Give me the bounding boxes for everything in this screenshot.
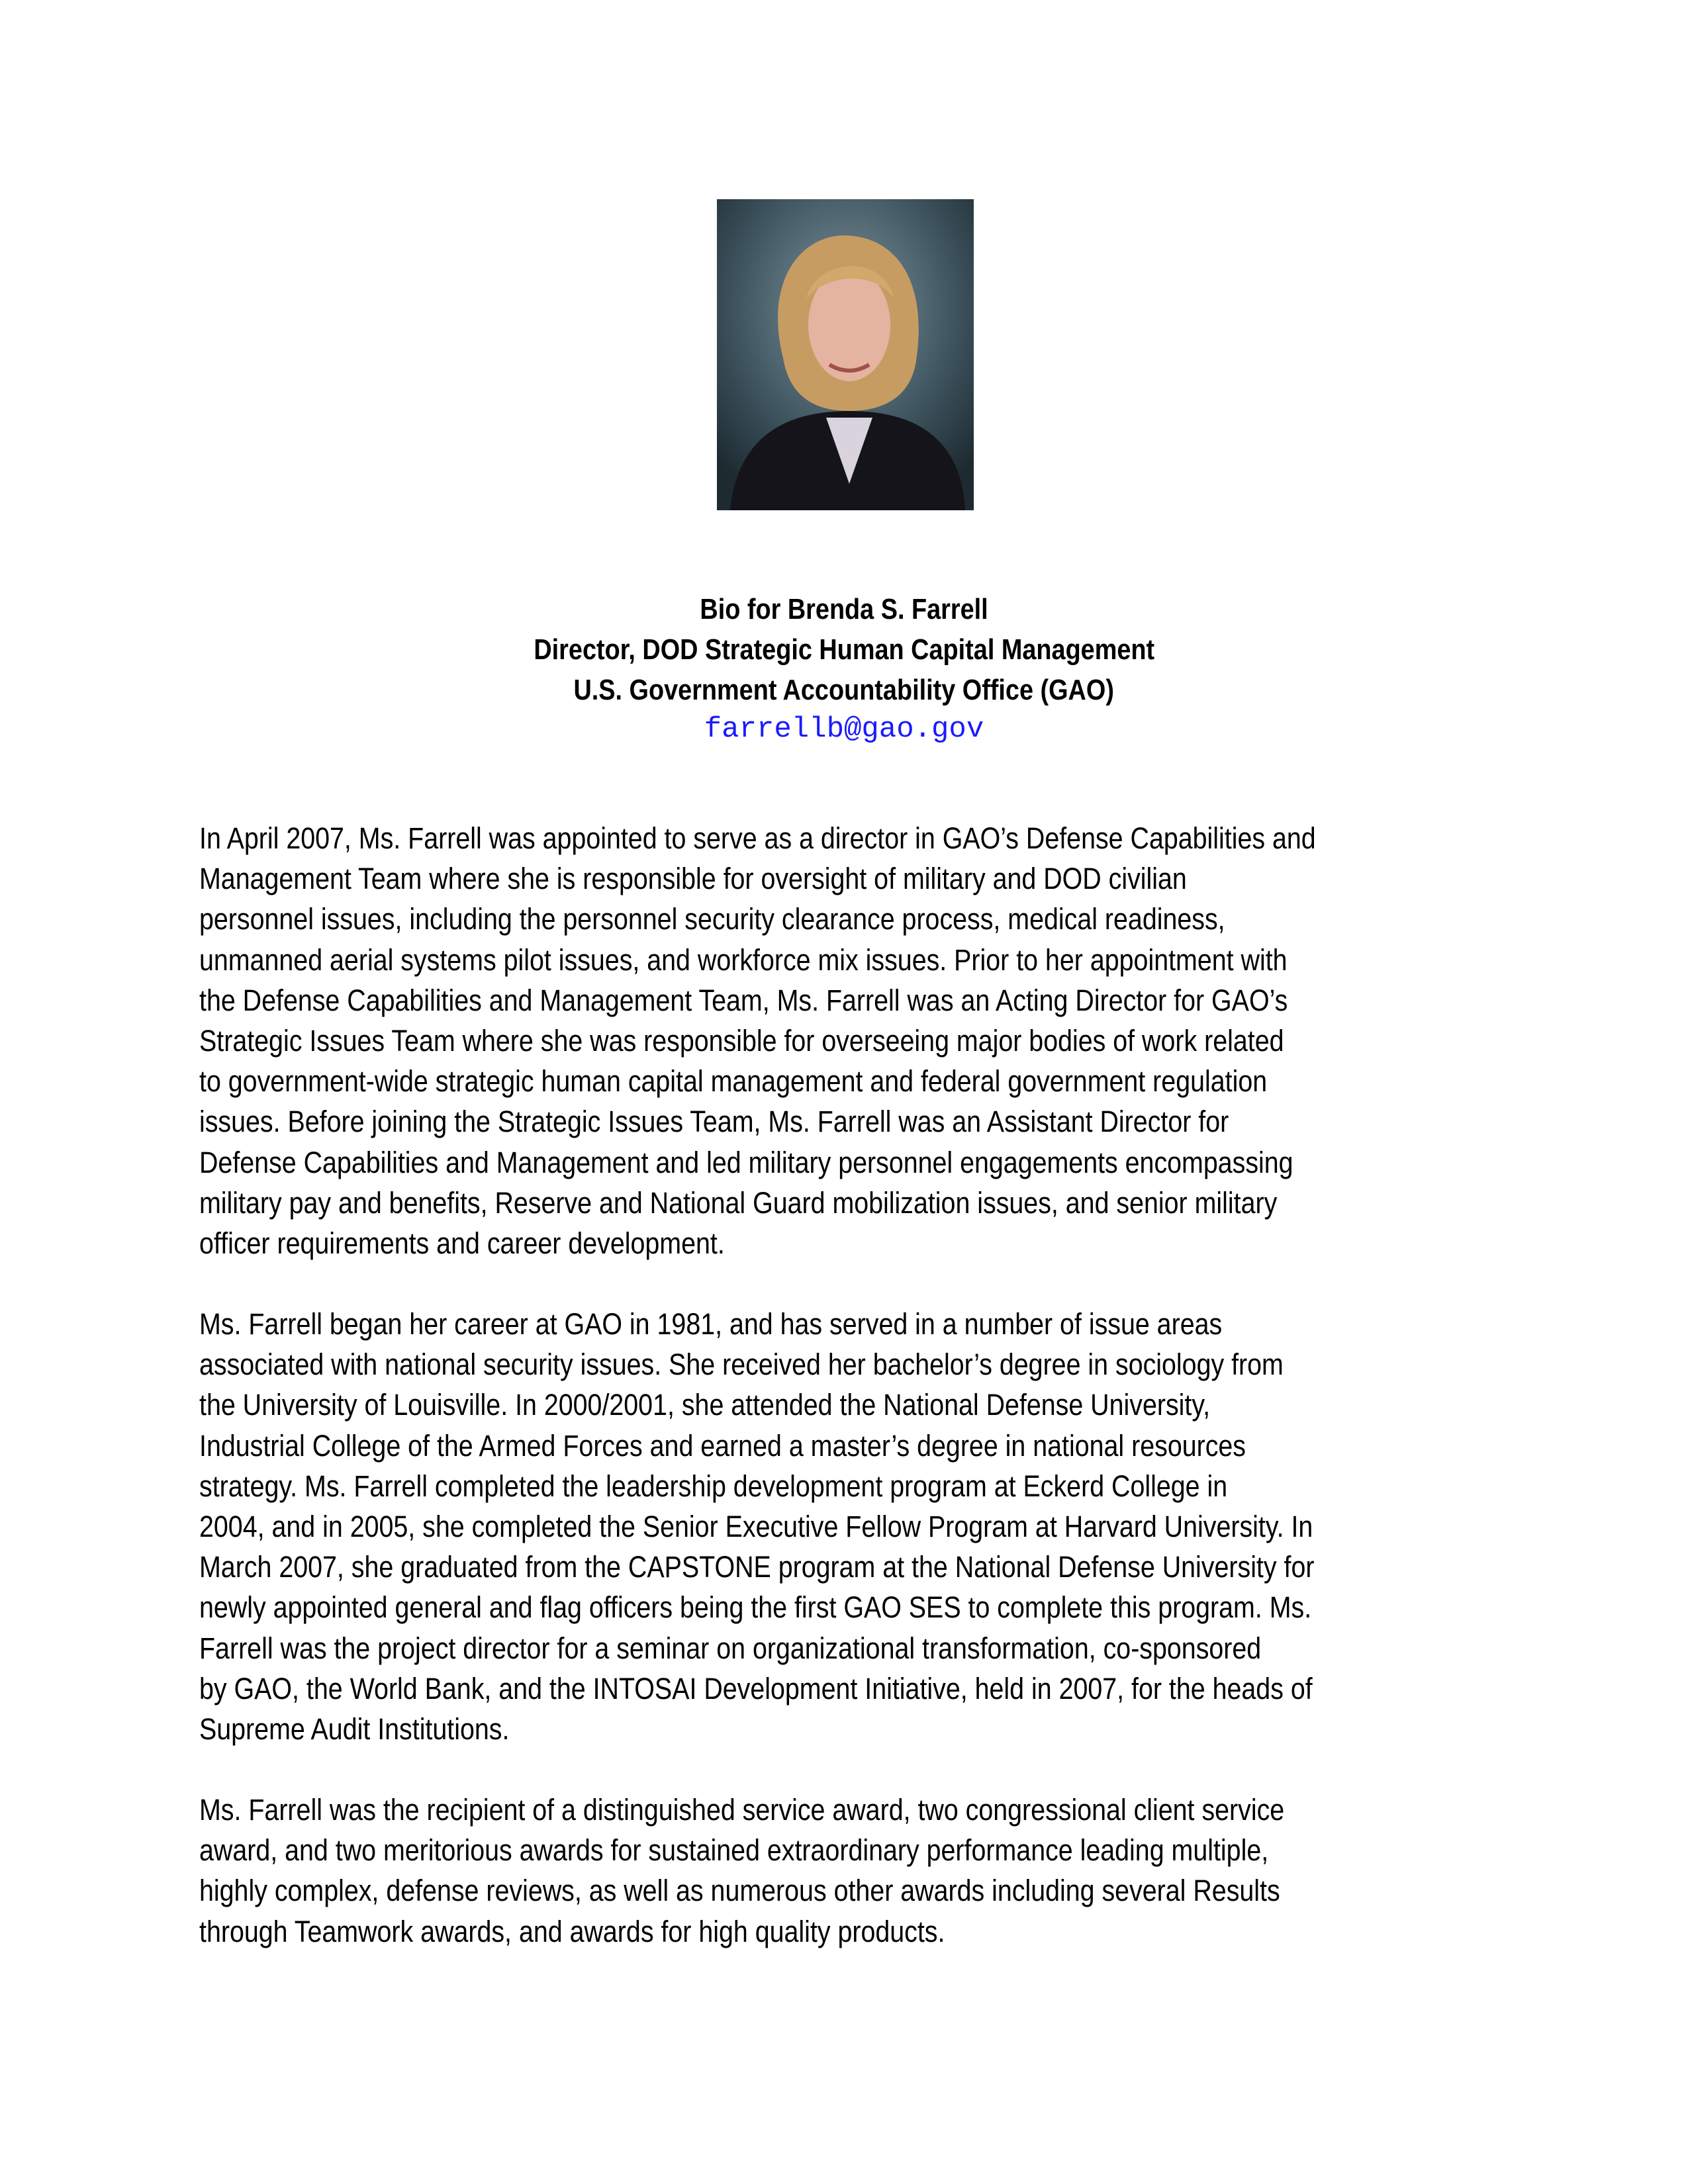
text-line: Ms. Farrell began her career at GAO in 1981, and has served in a number of issue areas — [199, 1307, 1223, 1341]
text-line: highly complex, defense reviews, as well as numerous other awards including several Results — [199, 1874, 1280, 1908]
text-line: by GAO, the World Bank, and the INTOSAI Development Initiative, held in 2007, for the heads of — [199, 1671, 1313, 1706]
text-line: the Defense Capabilities and Management Team, Ms. Farrell was an Acting Director for GAO’s — [199, 983, 1288, 1017]
text-line: Farrell was the project director for a seminar on organizational transformation, co-sponsored — [199, 1631, 1262, 1665]
text-line: Industrial College of the Armed Forces and earned a master’s degree in national resources — [199, 1428, 1246, 1463]
text-line: 2004, and in 2005, she completed the Senior Executive Fellow Program at Harvard University. In — [199, 1510, 1313, 1544]
bio-title: Bio for Brenda S. Farrell — [700, 593, 988, 625]
text-line: March 2007, she graduated from the CAPSTONE program at the National Defense University for — [199, 1550, 1315, 1584]
text-line: the University of Louisville. In 2000/2001, she attended the National Defense University, — [199, 1388, 1211, 1422]
text-line: Strategic Issues Team where she was responsible for overseeing major bodies of work related — [199, 1024, 1284, 1058]
text-line: issues. Before joining the Strategic Issues Team, Ms. Farrell was an Assistant Director for — [199, 1105, 1229, 1139]
paragraph-education — [199, 1304, 1497, 1749]
text-line: award, and two meritorious awards for sustained extraordinary performance leading multiple, — [199, 1833, 1269, 1868]
text-line: strategy. Ms. Farrell completed the leadership development program at Eckerd College in — [199, 1469, 1228, 1503]
text-line: officer requirements and career development. — [199, 1226, 725, 1261]
email-link[interactable]: farrellb@gao.gov — [704, 713, 984, 746]
text-line: Supreme Audit Institutions. — [199, 1712, 510, 1747]
text-line: Ms. Farrell was the recipient of a distinguished service award, two congressional client service — [199, 1793, 1285, 1827]
text-line: to government-wide strategic human capital management and federal government regulation — [199, 1064, 1268, 1099]
text-line: newly appointed general and flag officers being the first GAO SES to complete this program. Ms. — [199, 1590, 1312, 1625]
text-line: Management Team where she is responsible for oversight of military and DOD civilian — [199, 862, 1187, 896]
text-line: personnel issues, including the personnel security clearance process, medical readiness, — [199, 902, 1225, 936]
text-line: associated with national security issues. She received her bachelor’s degree in sociology from — [199, 1347, 1284, 1382]
text-line: unmanned aerial systems pilot issues, and workforce mix issues. Prior to her appointment with — [199, 942, 1288, 977]
portrait-photo — [717, 199, 974, 510]
text-line: through Teamwork awards, and awards for high quality products. — [199, 1914, 945, 1948]
job-title: Director, DOD Strategic Human Capital Management — [534, 633, 1154, 666]
text-line: Defense Capabilities and Management and led military personnel engagements encompassing — [199, 1145, 1293, 1179]
paragraph-career — [199, 818, 1497, 1263]
organization: U.S. Government Accountability Office (GAO) — [573, 674, 1115, 706]
text-line: In April 2007, Ms. Farrell was appointed to serve as a director in GAO’s Defense Capabilities and — [199, 821, 1316, 855]
paragraph-awards — [199, 1790, 1497, 1952]
text-line: military pay and benefits, Reserve and National Guard mobilization issues, and senior military — [199, 1185, 1278, 1220]
